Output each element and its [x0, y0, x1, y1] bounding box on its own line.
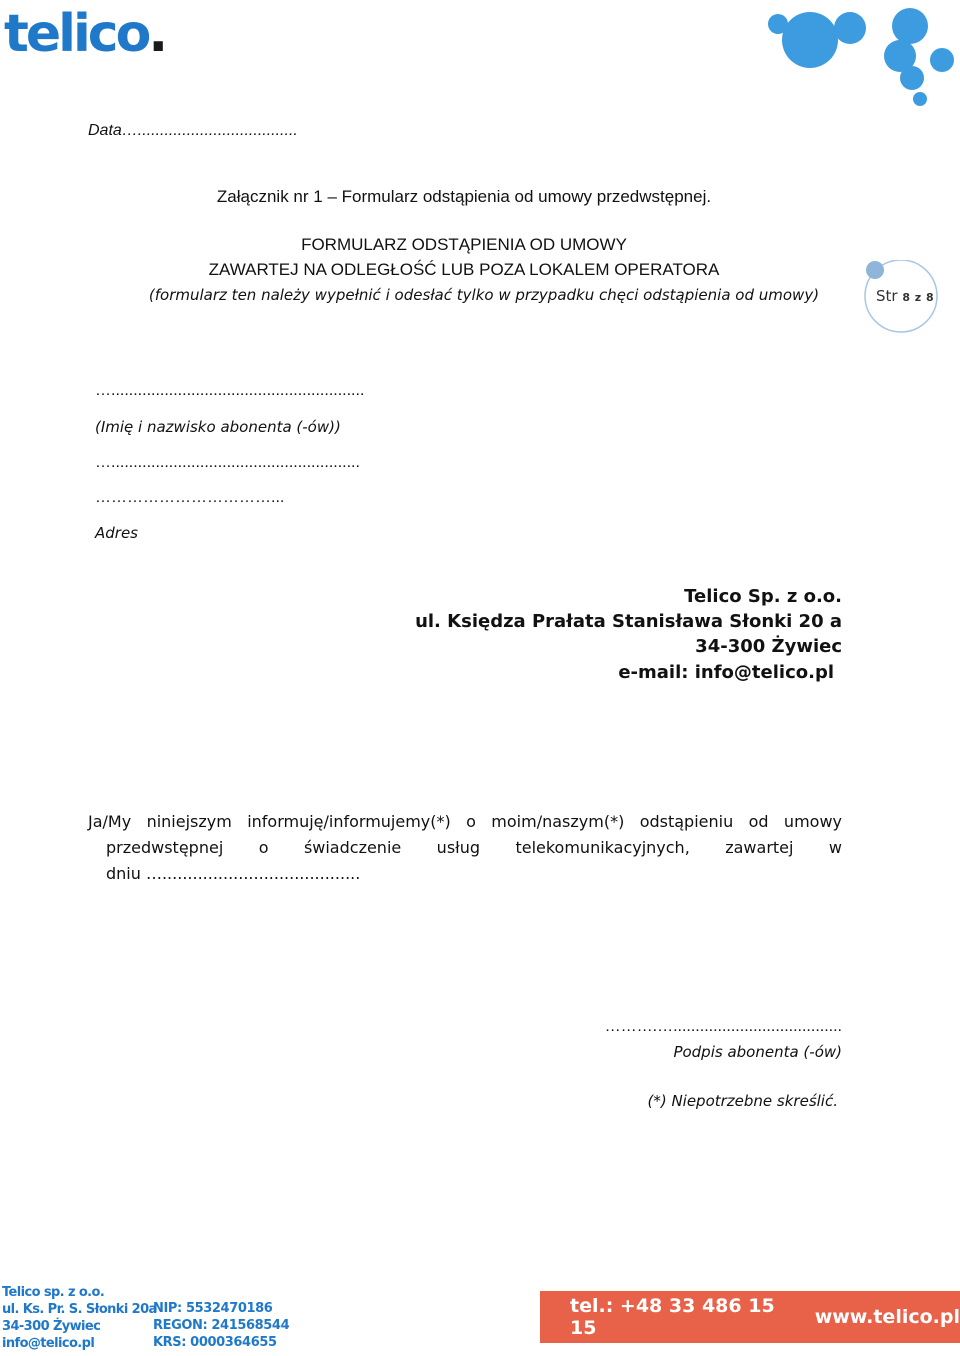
footer-email: info@telico.pl: [2, 1336, 95, 1351]
footer-address: [2, 1284, 157, 1352]
form-title-note: (formularz ten należy wypełnić i odesłać tylko w przypadku chęci odstąpienia od umowy): [148, 286, 820, 304]
address-label: Adres: [95, 524, 138, 542]
page-number: [876, 287, 934, 305]
footer-krs: KRS: 0000364655: [153, 1335, 277, 1350]
logo-text: telico: [4, 4, 149, 64]
footer-registry: [153, 1300, 289, 1351]
footer-phone: tel.: +48 33 486 15 15: [570, 1295, 775, 1339]
footer-street: ul. Ks. Pr. S. Słonki 20a: [2, 1302, 157, 1317]
page-prefix: Str: [876, 287, 898, 305]
page-current: 8: [902, 291, 911, 304]
footer-regon: REGON: 241568544: [153, 1318, 290, 1333]
form-title-line1: FORMULARZ ODSTĄPIENIA OD UMOWY: [301, 235, 627, 254]
date-line: Data…....................................: [88, 122, 298, 139]
statement-line3: dniu ….......................................: [106, 864, 361, 883]
recipient-company: Telico Sp. z o.o.: [684, 586, 842, 607]
recipient-email: e-mail: info@telico.pl: [618, 662, 834, 683]
statement-line2: przedwstępnej o świadczenie usług telekomunikacyjnych, zawartej w: [106, 838, 842, 857]
address-dots-2: ……………………………...: [95, 489, 285, 506]
page-of: z: [914, 291, 922, 304]
recipient-street: ul. Księdza Prałata Stanisława Słonki 20 a: [415, 611, 842, 632]
recipient-city: 34-300 Żywiec: [695, 636, 842, 657]
footer-company: Telico sp. z o.o.: [2, 1285, 105, 1300]
footer-website: www.telico.pl: [814, 1306, 960, 1328]
address-dots-1: …........................................................: [95, 454, 360, 471]
attachment-title: Załącznik nr 1 – Formularz odstąpienia od umowy przedwstępnej.: [216, 187, 712, 206]
bubbles-decoration-icon: [760, 4, 960, 108]
logo-dot: .: [148, 4, 166, 64]
form-title-line2: ZAWARTEJ NA ODLEGŁOŚĆ LUB POZA LOKALEM OPERATORA: [208, 260, 720, 279]
footer-contact-bar: [540, 1291, 960, 1343]
footer-city: 34-300 Żywiec: [2, 1319, 101, 1334]
footnote: (*) Niepotrzebne skreślić.: [647, 1092, 838, 1110]
footer-nip: NIP: 5532470186: [153, 1301, 273, 1316]
signature-dots: ……….…......................................: [604, 1018, 842, 1035]
statement-line1: Ja/My niniejszym informuję/informujemy(*) o moim/naszym(*) odstąpieniu od umowy: [88, 812, 842, 831]
page-total: 8: [925, 291, 934, 304]
withdrawal-statement: [88, 809, 842, 887]
telico-logo: [4, 6, 165, 62]
name-label: (Imię i nazwisko abonenta (-ów)): [95, 418, 341, 436]
name-dots: ….........................................................: [95, 382, 365, 399]
signature-label: Podpis abonenta (-ów): [673, 1043, 842, 1061]
